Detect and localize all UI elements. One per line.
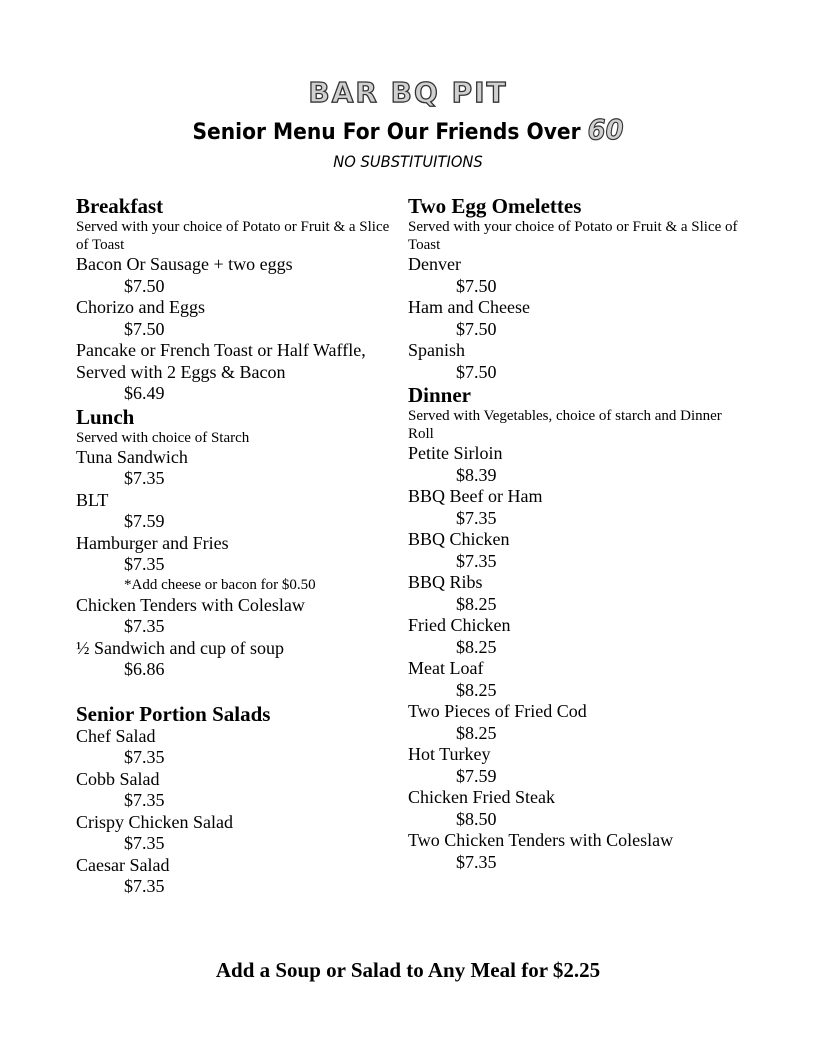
menu-item-price: $8.39 — [456, 464, 497, 485]
menu-item-name: Cobb Salad — [76, 768, 160, 789]
spacer — [76, 681, 396, 702]
menu-item-price: $6.49 — [124, 383, 165, 403]
menu-item-price: $7.50 — [124, 275, 165, 296]
menu-item-price: $7.35 — [124, 468, 165, 488]
menu-item-name: Chorizo and Eggs — [76, 297, 205, 317]
menu-item-price: $8.25 — [456, 679, 497, 700]
menu-item-price: $7.35 — [456, 507, 497, 528]
section-title: Lunch — [76, 404, 135, 429]
right-column — [408, 194, 738, 873]
menu-item-price: $7.35 — [124, 747, 165, 767]
menu-item-price: $7.59 — [124, 511, 165, 531]
menu-item-name: Chicken Fried Steak — [408, 787, 555, 807]
menu-item-addon-note: *Add cheese or bacon for $0.50 — [124, 576, 316, 593]
menu-item-name: Tuna Sandwich — [76, 446, 188, 467]
menu-item-price: $7.59 — [456, 765, 497, 786]
menu-item-name: ½ Sandwich and cup of soup — [76, 637, 284, 658]
section-title: Breakfast — [76, 194, 164, 218]
menu-item-name: BBQ Beef or Ham — [408, 486, 543, 506]
menu-item-name: Hot Turkey — [408, 744, 491, 764]
menu-item-price: $7.50 — [456, 318, 497, 339]
section-title: Dinner — [408, 383, 471, 407]
section-title: Senior Portion Salads — [76, 701, 271, 726]
menu-item-name: Bacon Or Sausage + two eggs — [76, 254, 293, 274]
menu-item-name: Fried Chicken — [408, 615, 511, 635]
menu-item-price: $7.35 — [124, 554, 165, 574]
subtitle-text: Senior Menu For Our Friends Over — [192, 120, 581, 145]
section-note: Served with your choice of Potato or Fruit & a Slice of Toast — [76, 219, 390, 253]
section-note: Served with your choice of Potato or Fruit & a Slice of Toast — [408, 219, 738, 253]
menu-item-price: $7.50 — [456, 275, 497, 296]
menu-item-name: Spanish — [408, 340, 466, 360]
menu-item-name: BLT — [76, 489, 109, 510]
menu-item-name: Two Chicken Tenders with Coleslaw — [408, 830, 674, 850]
menu-item-name: Petite Sirloin — [408, 443, 503, 463]
section-title: Two Egg Omelettes — [408, 194, 582, 218]
section-note: Served with choice of Starch — [76, 429, 250, 446]
menu-item-name: Chicken Tenders with Coleslaw — [76, 594, 305, 615]
menu-item-price: $7.35 — [124, 790, 165, 810]
menu-item-price: $7.35 — [456, 550, 497, 571]
menu-item-name: BBQ Ribs — [408, 572, 483, 592]
menu-item-name: Caesar Salad — [76, 854, 170, 875]
age-badge: 60 — [587, 113, 624, 146]
menu-item-name: Meat Loaf — [408, 658, 484, 678]
menu-item-price: $8.25 — [456, 636, 497, 657]
menu-item-name: Hamburger and Fries — [76, 532, 229, 553]
menu-item-name: BBQ Chicken — [408, 529, 510, 549]
menu-item-name: Ham and Cheese — [408, 297, 530, 317]
menu-item-price: $8.25 — [456, 722, 497, 743]
salads-section — [76, 702, 396, 898]
logo: BAR BQ PIT — [308, 76, 508, 109]
menu-item-price: $7.35 — [124, 616, 165, 636]
no-substitutions-notice: NO SUBSTITUITIONS — [333, 152, 483, 171]
omelettes-section — [408, 194, 738, 383]
menu-item-price: $7.35 — [456, 851, 497, 872]
menu-item-price: $7.35 — [124, 876, 165, 896]
menu-item-price: $7.50 — [456, 361, 497, 382]
menu-item-price: $8.25 — [456, 593, 497, 614]
menu-item-price: $7.35 — [124, 833, 165, 853]
menu-item-name: Chef Salad — [76, 725, 156, 746]
breakfast-section — [76, 194, 396, 405]
menu-item-price: $6.86 — [124, 659, 165, 679]
section-note: Served with Vegetables, choice of starch and Dinner Roll — [408, 408, 722, 442]
menu-item-name: Crispy Chicken Salad — [76, 811, 233, 832]
footer-promo: Add a Soup or Salad to Any Meal for $2.25 — [215, 958, 601, 982]
menu-item-name: Denver — [408, 254, 461, 274]
left-column — [76, 194, 396, 898]
menu-subtitle — [33, 114, 784, 149]
menu-item-price: $8.50 — [456, 808, 497, 829]
menu-item-name: Two Pieces of Fried Cod — [408, 701, 587, 721]
menu-item-name: Pancake or French Toast or Half Waffle, Served with 2 Eggs & Bacon — [76, 340, 366, 382]
menu-item-price: $7.50 — [124, 318, 165, 339]
lunch-section — [76, 405, 396, 681]
dinner-section — [408, 383, 738, 873]
